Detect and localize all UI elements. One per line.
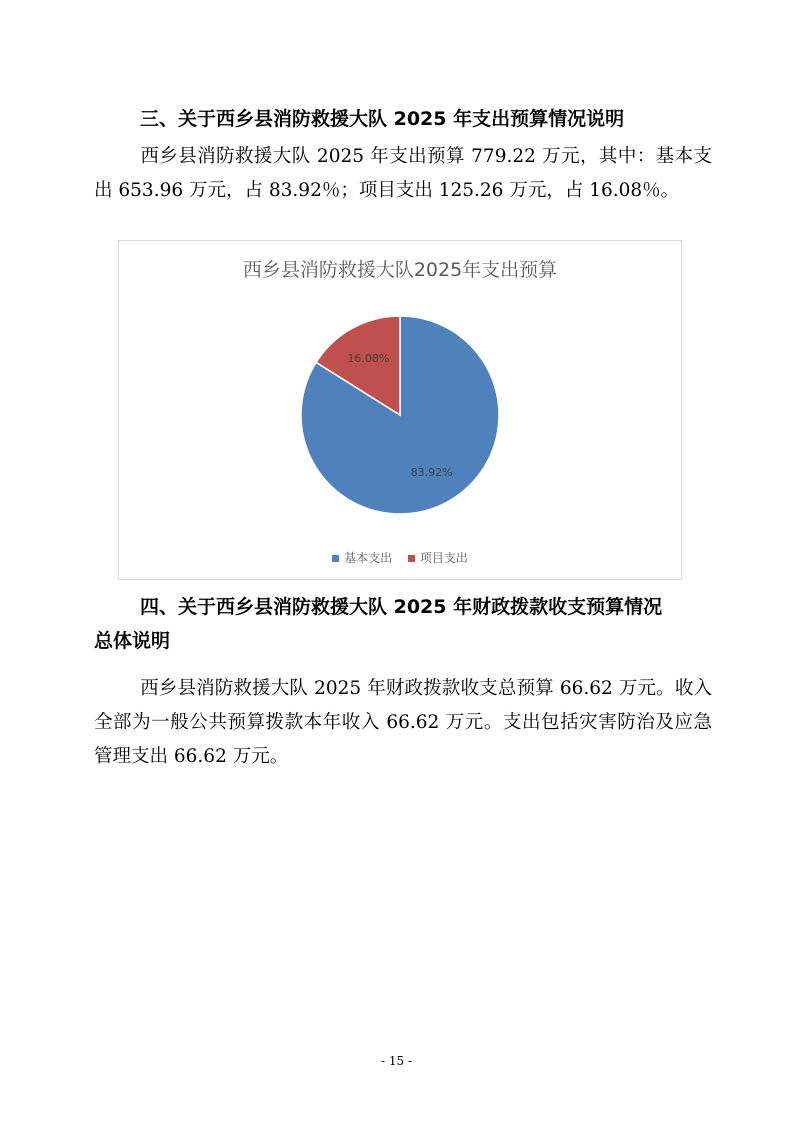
page-number: - 15 - [380, 1054, 412, 1068]
legend-swatch-project [408, 555, 415, 562]
section-4-heading [94, 590, 712, 658]
legend-item-project [408, 549, 468, 566]
section-4-heading-line1: 四、关于西乡县消防救援大队 2025 年财政拨款收支预算情况 [140, 596, 663, 618]
pie-label-basic: 83.92% [410, 466, 453, 480]
pie-chart-plot [119, 241, 681, 579]
chart-title: 西乡县消防救援大队2025年支出预算 [242, 259, 558, 281]
pie-label-project: 16.08% [347, 351, 390, 365]
chart-legend [119, 549, 681, 566]
section-4-heading-line2: 总体说明 [94, 630, 171, 652]
pie-chart [118, 240, 682, 580]
section-4-paragraph [94, 672, 712, 774]
section-3-heading: 三、关于西乡县消防救援大队 2025 年支出预算情况说明 [140, 108, 625, 130]
legend-label-project: 项目支出 [419, 551, 468, 565]
section-3-paragraph-text: 西乡县消防救援大队 2025 年支出预算 779.22 万元，其中：基本支出 653.96 万元，占 83.92％；项目支出 125.26 万元，占 16.08％。 [94, 146, 712, 201]
legend-swatch-basic [332, 555, 339, 562]
section-3-paragraph [94, 140, 712, 208]
legend-label-basic: 基本支出 [344, 551, 393, 565]
legend-item-basic [332, 549, 392, 566]
section-4-paragraph-text: 西乡县消防救援大队 2025 年财政拨款收支总预算 66.62 万元。收入全部为一般公共预算拨款本年收入 66.62 万元。支出包括灾害防治及应急管理支出 66.62 万元。 [94, 678, 712, 767]
